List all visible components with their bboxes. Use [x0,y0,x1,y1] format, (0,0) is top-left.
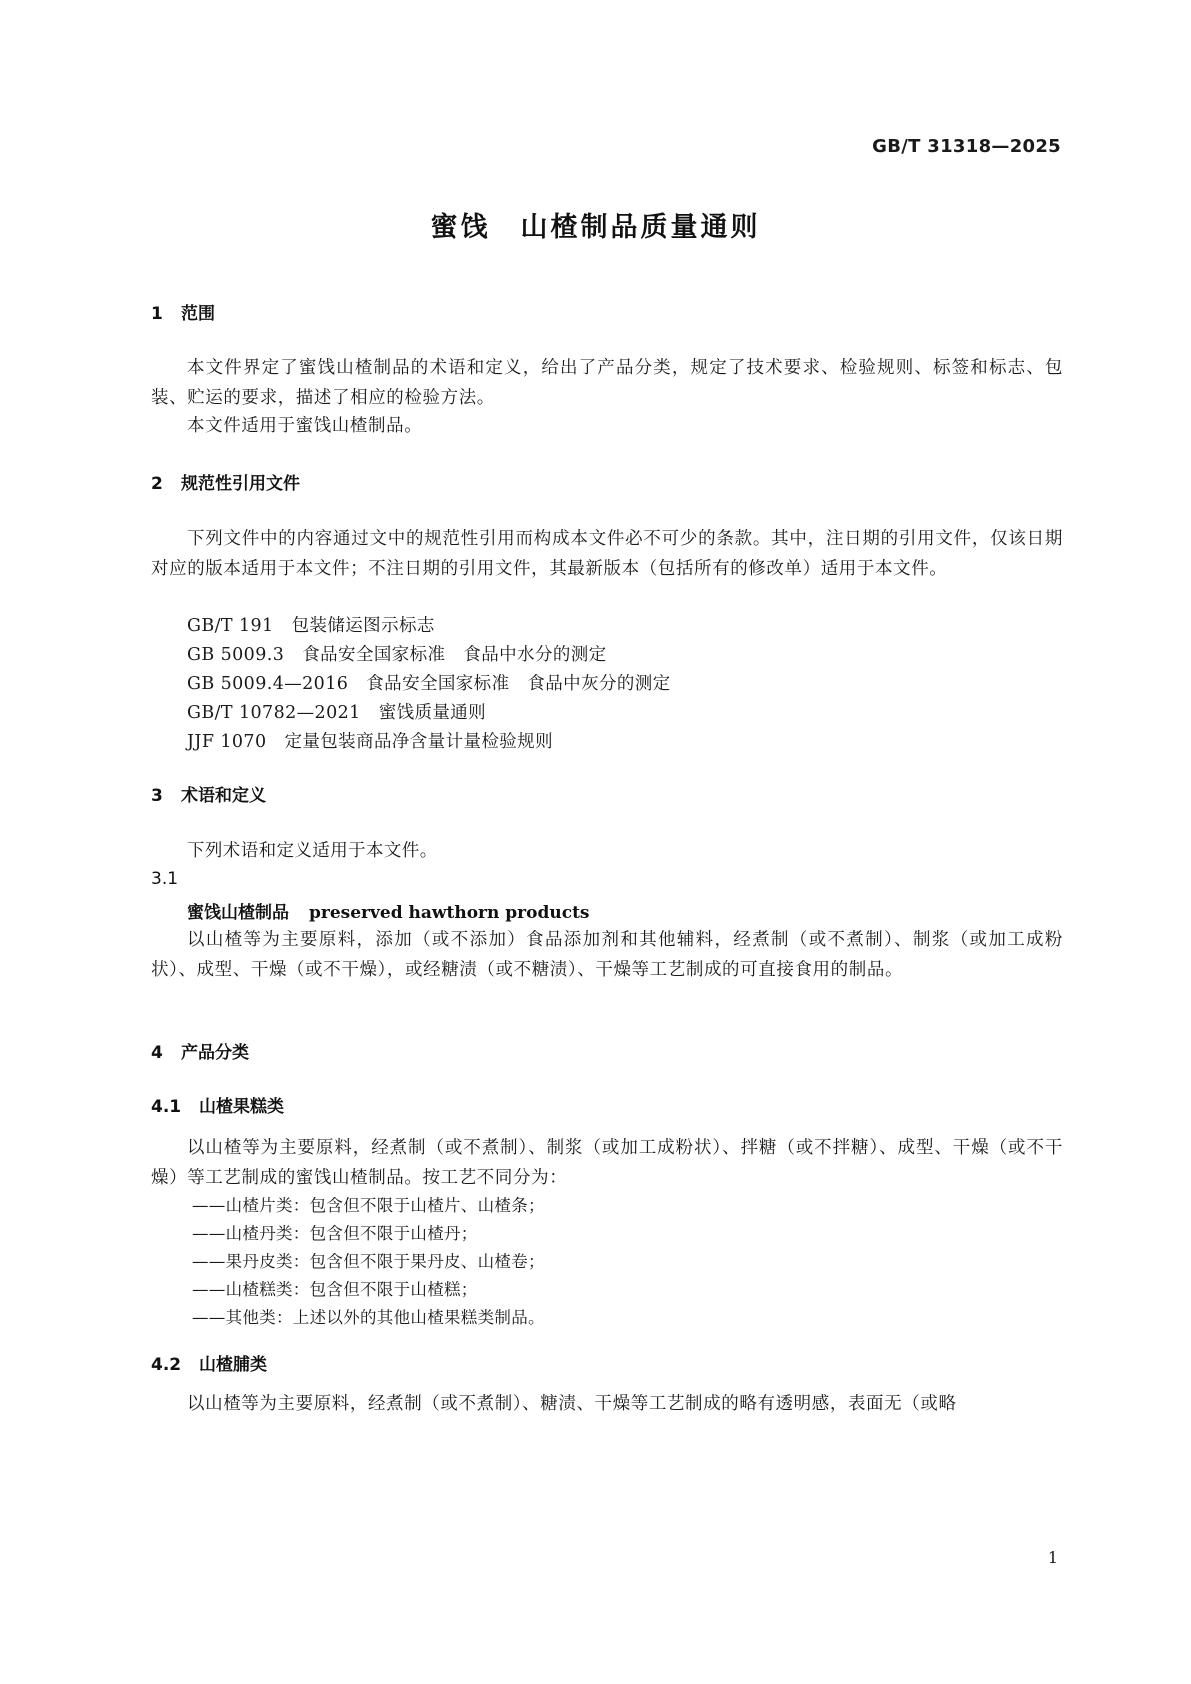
reference-code: GB 5009.3 [187,645,285,665]
reference-item [187,640,607,670]
section-number: 2 [151,474,163,494]
term-name-en: preserved hawthorn products [309,903,590,923]
reference-title: 食品安全国家标准 食品中水分的测定 [302,645,607,665]
document-title: 蜜饯 山楂制品质量通则 [430,212,761,243]
reference-title: 食品安全国家标准 食品中灰分的测定 [366,674,671,694]
term-definition: 以山楂等为主要原料，添加（或不添加）食品添加剂和其他辅料，经煮制（或不煮制）、制浆（或加工成粉状）、成型、干燥（或不干燥），或经糖渍（或不糖渍）、干燥等工艺制成的可直接食用的制品。 [151,930,1063,980]
reference-code: GB/T 191 [187,616,274,636]
page-number: 1 [1047,1548,1058,1567]
reference-code: GB/T 10782—2021 [187,703,361,723]
subsection-title: 山楂脯类 [199,1355,267,1375]
section-4-heading [151,1038,249,1063]
list-item: ——山楂片类：包含但不限于山楂片、山楂条； [192,1196,545,1215]
scope-applicability: 本文件适用于蜜饯山楂制品。 [187,416,423,436]
reference-item [187,611,435,641]
references-intro: 下列文件中的内容通过文中的规范性引用而构成本文件必不可少的条款。其中，注日期的引用文件，仅该日期对应的版本适用于本文件；不注日期的引用文件，其最新版本（包括所有的修改单）适用于本文件。 [151,529,1063,579]
list-item: ——其他类：上述以外的其他山楂果糕类制品。 [192,1308,545,1327]
section-title: 规范性引用文件 [181,474,300,494]
section-3-heading [151,781,266,806]
scope-paragraph: 本文件界定了蜜饯山楂制品的术语和定义，给出了产品分类，规定了技术要求、检验规则、标签和标志、包装、贮运的要求，描述了相应的检验方法。 [151,358,1063,408]
subsection-number: 4.2 [151,1355,182,1375]
list-item: ——果丹皮类：包含但不限于果丹皮、山楂卷； [192,1252,545,1271]
terms-intro: 下列术语和定义适用于本文件。 [187,841,438,861]
reference-code: JJF 1070 [187,732,267,752]
section-title: 术语和定义 [181,786,266,806]
section-2-heading [151,469,300,494]
reference-item [187,669,671,699]
subsection-number: 4.1 [151,1097,182,1117]
reference-title: 蜜饯质量通则 [378,703,487,723]
reference-title: 包装储运图示标志 [291,616,435,636]
section-number: 1 [151,304,163,324]
reference-item [187,698,486,728]
subsection-4-2-paragraph: 以山楂等为主要原料，经煮制（或不煮制）、糖渍、干燥等工艺制成的略有透明感，表面无（或略 [187,1394,957,1414]
standard-number: GB/T 31318—2025 [872,136,1061,157]
section-1-heading [151,299,215,324]
list-item: ——山楂丹类：包含但不限于山楂丹； [192,1224,478,1243]
term-number: 3.1 [151,869,179,889]
section-number: 4 [151,1043,163,1063]
reference-title: 定量包装商品净含量计量检验规则 [284,732,553,752]
term-name-cn: 蜜饯山楂制品 [187,903,289,923]
reference-code: GB 5009.4—2016 [187,674,349,694]
subsection-title: 山楂果糕类 [199,1097,284,1117]
subsection-4-1-paragraph: 以山楂等为主要原料，经煮制（或不煮制）、制浆（或加工成粉状）、拌糖（或不拌糖）、成型、干燥（或不干燥）等工艺制成的蜜饯山楂制品。按工艺不同分为： [151,1138,1063,1188]
term-name [187,898,590,923]
section-number: 3 [151,786,163,806]
subsection-4-1-heading [151,1092,284,1117]
reference-item [187,727,553,757]
section-title: 产品分类 [181,1043,249,1063]
subsection-4-2-heading [151,1350,267,1375]
section-title: 范围 [181,304,215,324]
list-item: ——山楂糕类：包含但不限于山楂糕； [192,1280,478,1299]
